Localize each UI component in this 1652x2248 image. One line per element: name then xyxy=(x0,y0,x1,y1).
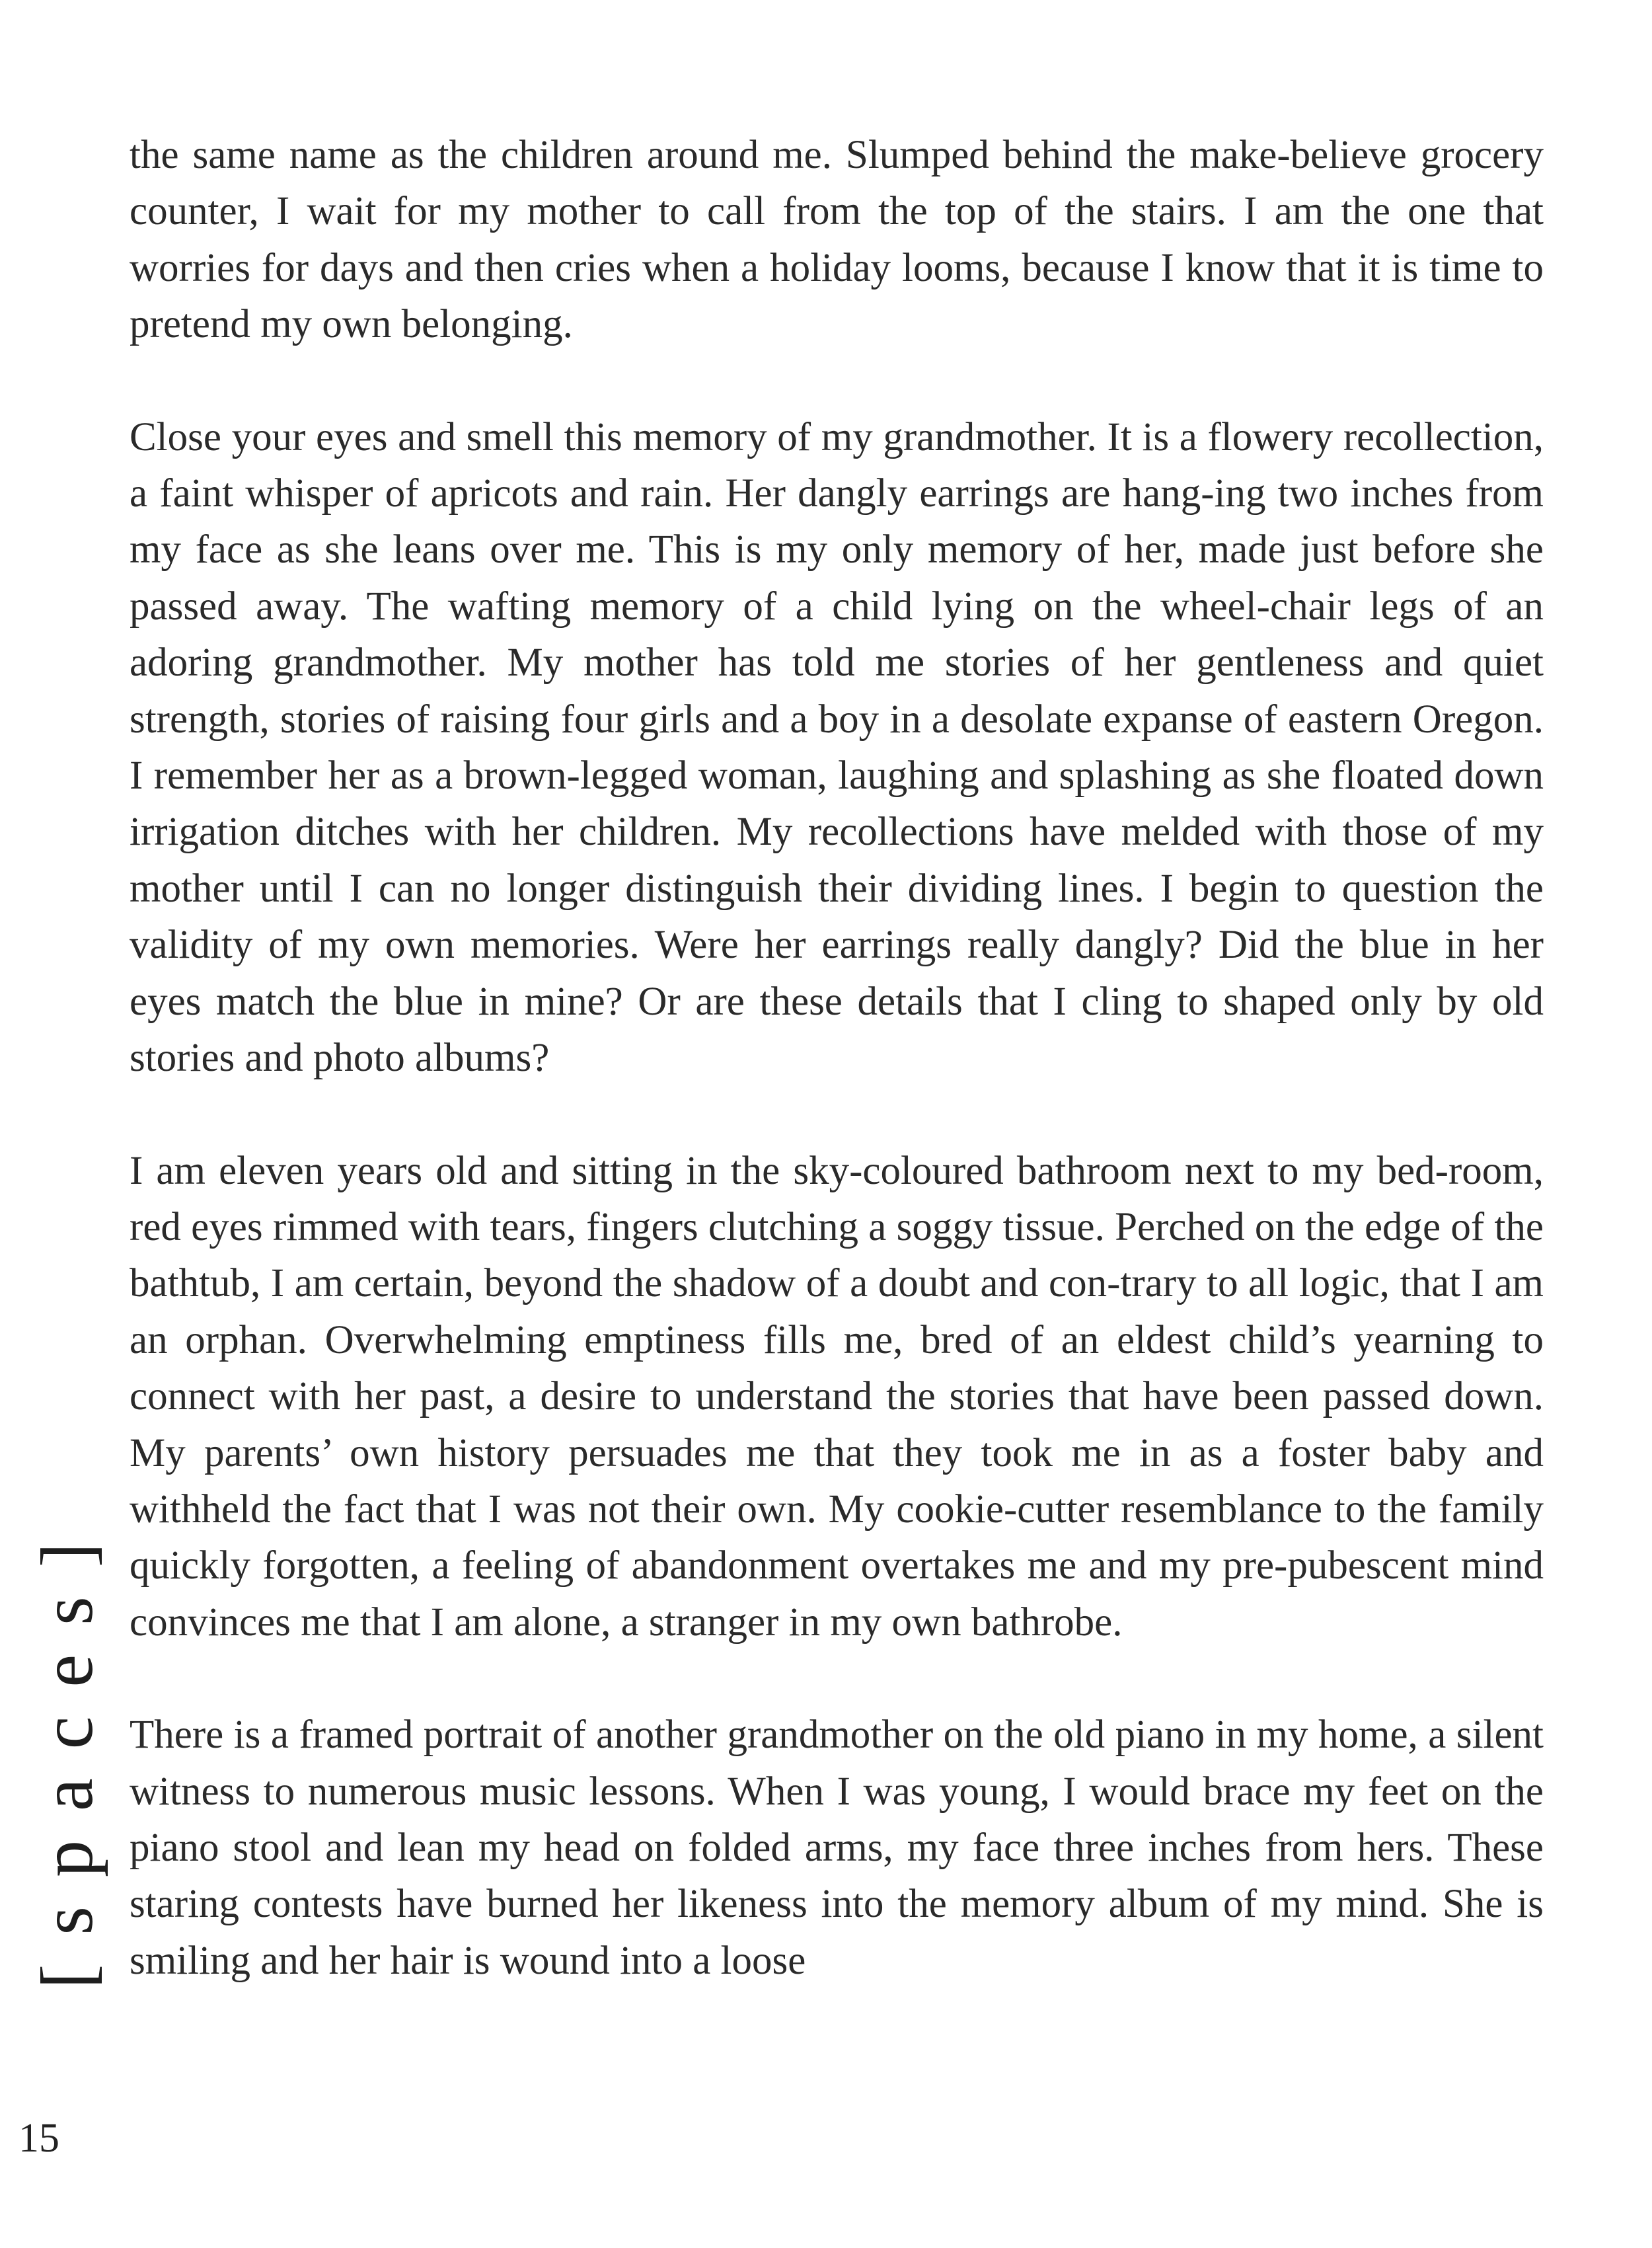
page-number: 15 xyxy=(19,2116,59,2161)
paragraph-3: I am eleven years old and sitting in the sky-coloured bathroom next to my bed-room, red eyes rimmed with tears, fingers clutching a soggy tissue. Perched on the edge of the bathtub, I am certain, beyond the shadow of a doubt and con-trary to all logic, that I am an orphan. Overwhelming emptiness fills me, bred of an eldest child’s yearning to connect with her past, a desire to understand the stories that have been passed down. My parents’ own history persuades me that they took me in as a foster baby and withheld the fact that I was not their own. My cookie-cutter resemblance to the family quickly forgotten, a feeling of abandonment overtakes me and my pre-pubescent mind convinces me that I am alone, a stranger in my own bathrobe. xyxy=(130,1148,1544,1645)
body-text xyxy=(130,127,1544,2045)
running-head xyxy=(0,1514,108,2109)
paragraph-1: the same name as the children around me. Slumped behind the make-believe grocery counter, I wait for my mother to call from the top of the stairs. I am the one that worries for days and then cries when a holiday looms, because I know that it is time to pretend my own belonging. xyxy=(130,133,1544,347)
paragraph-4: There is a framed portrait of another grandmother on the old piano in my home, a silent witness to numerous music lessons. When I was young, I would brace my feet on the piano stool and lean my head on folded arms, my face three inches from hers. These staring contests have burned her likeness into the memory album of my mind. She is smiling and her hair is wound into a loose xyxy=(130,1713,1544,1983)
paragraph-2: Close your eyes and smell this memory of my grandmother. It is a flowery recollection, a faint whisper of apricots and rain. Her dangly earrings are hang-ing two inches from my face as she leans over me. This is my only memory of her, made just before she passed away. The wafting memory of a child lying on the wheel-chair legs of an adoring grandmother. My mother has told me stories of her gentleness and quiet strength, stories of raising four girls and a boy in a desolate expanse of eastern Oregon. I remember her as a brown-legged woman, laughing and splashing as she floated down irrigation ditches with her children. My recollections have melded with those of my mother until I can no longer distinguish their dividing lines. I begin to question the validity of my own memories. Were her earrings really dangly? Did the blue in her eyes match the blue in mine? Or are these details that I cling to shaped only by old stories and photo albums? xyxy=(130,414,1544,1081)
running-head-title: [spaces] xyxy=(26,1514,108,1989)
